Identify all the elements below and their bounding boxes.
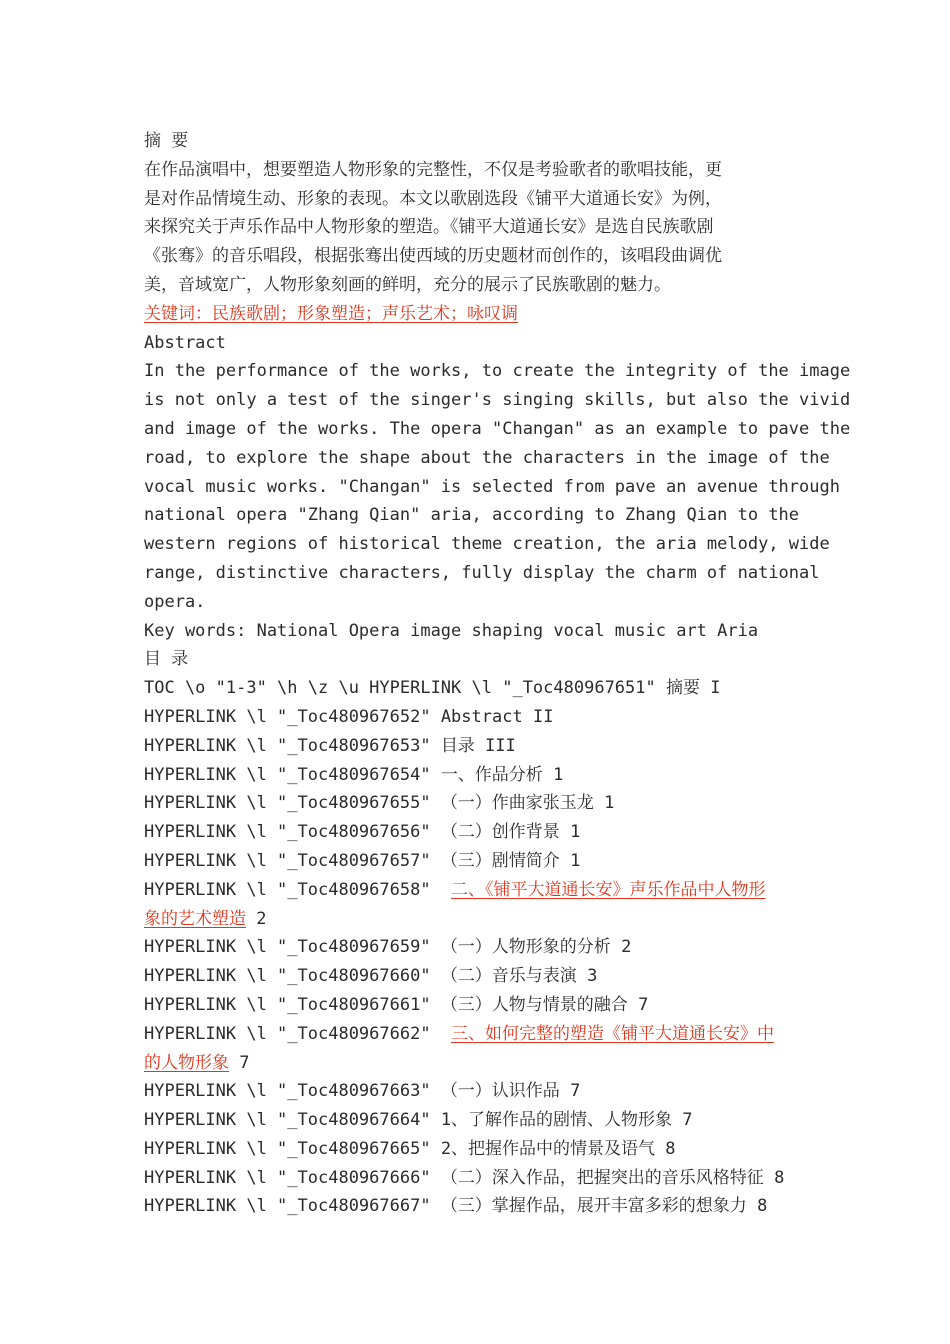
toc-field-code: HYPERLINK \l "_Toc480967661" [144,994,441,1015]
toc-entry-page: 3 [587,966,598,987]
toc-entry-page: 7 [638,994,649,1015]
toc-field-code: HYPERLINK \l "_Toc480967653" [144,735,441,756]
toc-entry-page: I [710,678,721,699]
toc-entry[interactable] [144,1164,824,1193]
toc-entry-title: （二）深入作品，把握突出的音乐风格特征 [440,1167,764,1188]
toc-entry[interactable] [144,991,824,1020]
toc-entry[interactable] [144,876,824,905]
toc-entry-title: 一、作品分析 [440,764,543,785]
toc-entry-page: II [532,706,554,727]
toc-entry[interactable] [144,761,824,790]
toc-field-code: HYPERLINK \l "_Toc480967666" [144,1167,441,1188]
toc-entry-title: 1、了解作品的剧情、人物形象 [440,1110,673,1131]
toc-entry[interactable] [144,1077,824,1106]
toc-entry-title: 目录 [440,735,475,756]
keywords-cn: 关键词：民族歌剧；形象塑造；声乐艺术；咏叹调 [144,303,518,324]
toc-field-code: HYPERLINK \l "_Toc480967655" [144,793,441,814]
toc-field-code: HYPERLINK \l "_Toc480967665" [144,1138,441,1159]
toc-entry[interactable] [144,732,824,761]
toc-entry[interactable] [144,789,824,818]
toc-field-code: HYPERLINK \l "_Toc480967652" [144,706,441,727]
abstract-en-line: national opera "Zhang Qian" aria, according to Zhang Qian to the [144,505,800,526]
toc-entry[interactable] [144,1020,824,1049]
toc-entry-page: 1 [604,793,615,814]
toc-entry-title-link[interactable]: 三、如何完整的塑造《铺平大道通长安》中 [451,1023,775,1044]
abstract-en-line: range, distinctive characters, fully display the charm of national [144,562,820,583]
toc-entry[interactable] [144,674,824,703]
abstract-cn-line: 美，音域宽广，人物形象刻画的鲜明，充分的展示了民族歌剧的魅力。 [144,274,671,295]
toc-entry-title: （一）人物形象的分析 [440,937,611,958]
toc-entry-page: 1 [553,764,564,785]
toc-entry-title: （三）掌握作品，展开丰富多彩的想象力 [440,1196,747,1217]
abstract-en-line: opera. [144,591,206,612]
toc-field-code: HYPERLINK \l "_Toc480967663" [144,1081,441,1102]
toc-entry-page: 2 [621,937,632,958]
toc-entry-page: 7 [570,1081,581,1102]
toc-heading: 目 录 [144,649,189,670]
toc-field-code: HYPERLINK \l "_Toc480967660" [144,966,441,987]
toc-entry[interactable] [144,962,824,991]
abstract-cn-line: 是对作品情境生动、形象的表现。本文以歌剧选段《铺平大道通长安》为例， [144,188,722,209]
toc-entry-title: 摘要 [665,678,700,699]
toc-entry[interactable] [144,818,824,847]
toc-entry[interactable] [144,933,824,962]
toc-entry-page: 1 [570,822,581,843]
toc-entry[interactable] [144,847,824,876]
toc-field-code: HYPERLINK \l "_Toc480967656" [144,822,441,843]
toc-field-code: HYPERLINK \l "_Toc480967659" [144,937,441,958]
abstract-cn-line: 在作品演唱中，想要塑造人物形象的完整性，不仅是考验歌者的歌唱技能，更 [144,159,722,180]
toc-entry[interactable] [144,1135,824,1164]
abstract-cn-heading: 摘 要 [144,131,189,151]
toc-entry-page: 2 [256,908,267,929]
abstract-en-heading: Abstract [144,332,226,353]
toc-entry[interactable] [144,1192,824,1221]
abstract-en-line: vocal music works. "Changan" is selected from pave an avenue through [144,476,840,497]
toc-field-code: HYPERLINK \l "_Toc480967667" [144,1196,441,1217]
abstract-en-line: road, to explore the shape about the characters in the image of the [144,447,830,468]
toc-entry-title: Abstract [440,706,523,727]
toc-entry-page: 8 [757,1196,768,1217]
toc-field-code: HYPERLINK \l "_Toc480967662" [144,1023,452,1044]
toc-entry[interactable] [144,1106,824,1135]
toc-entry-title: （二）音乐与表演 [440,966,577,987]
keywords-en: Key words: National Opera image shaping vocal music art Aria [144,620,759,641]
toc-field-code: HYPERLINK \l "_Toc480967658" [144,879,452,900]
toc-field-code: HYPERLINK \l "_Toc480967654" [144,764,441,785]
toc-entry[interactable] [144,703,824,732]
toc-entry-page: 8 [665,1138,676,1159]
toc-field-code: HYPERLINK \l "_Toc480967664" [144,1110,441,1131]
abstract-en-line: and image of the works. The opera "Changan" as an example to pave the [144,418,851,439]
abstract-en-line: In the performance of the works, to create the integrity of the image [144,361,851,382]
toc-entry-title-link[interactable]: 的人物形象 [144,1052,229,1073]
abstract-cn-line: 《张骞》的音乐唱段，根据张骞出使西域的历史题材而创作的，该唱段曲调优 [144,246,722,267]
toc-entry-title: （一）作曲家张玉龙 [440,793,594,814]
abstract-en-line: is not only a test of the singer's singing skills, but also the vivid [144,390,851,411]
abstract-cn-line: 来探究关于声乐作品中人物形象的塑造。《铺平大道通长安》是选自民族歌剧 [144,217,714,238]
toc-entry-page: 1 [570,850,581,871]
toc-entry-page: 7 [682,1110,693,1131]
toc-entry-page: 8 [774,1167,785,1188]
toc-entry-title-link[interactable]: 象的艺术塑造 [144,908,246,929]
toc-entry-title: （一）认识作品 [440,1081,560,1102]
toc-entry-title: 2、把握作品中的情景及语气 [440,1138,656,1159]
document-page [144,127,851,1221]
toc-entry-title-link[interactable]: 二、《铺平大道通长安》声乐作品中人物形 [451,879,766,900]
toc-entry-title: （三）人物与情景的融合 [440,994,628,1015]
toc-field-code: HYPERLINK \l "_Toc480967657" [144,850,441,871]
toc-entry-page: III [485,735,516,756]
toc-field-code: TOC \o "1-3" \h \z \u HYPERLINK \l "_Toc480967651" [144,678,666,699]
toc-entry-page: 7 [239,1052,250,1073]
abstract-en-line: western regions of historical theme creation, the aria melody, wide [144,534,830,555]
toc-entry-title: （三）剧情简介 [440,850,560,871]
toc-entry-title: （二）创作背景 [440,822,560,843]
